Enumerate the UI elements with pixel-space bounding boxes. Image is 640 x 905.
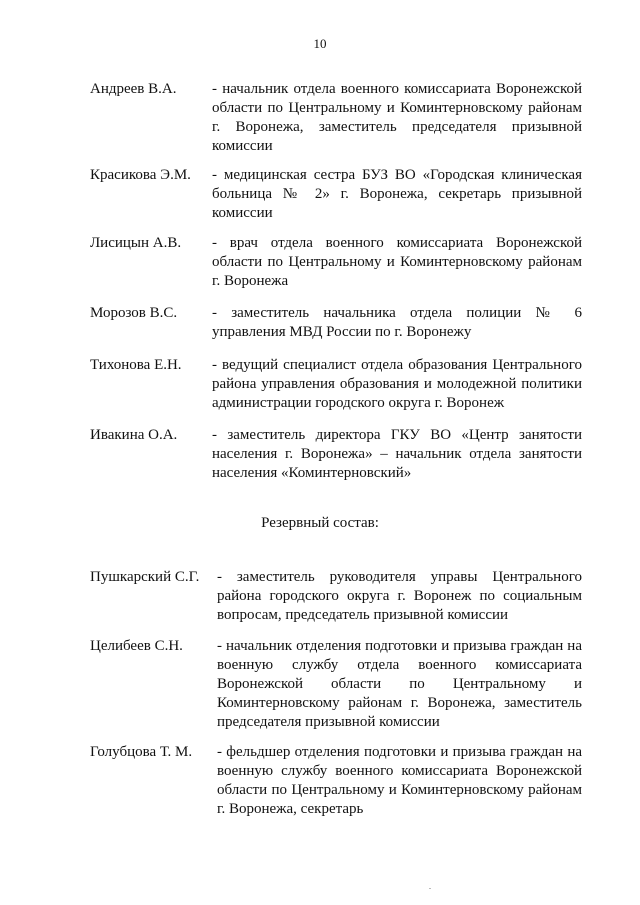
page-number: 10: [313, 36, 327, 51]
member-role: - врач отдела военного комиссариата Воронежской области по Центральному и Коминтерновскому районам г. Воронежа: [212, 235, 582, 289]
reserve-section-title: Резервный состав:: [261, 515, 379, 531]
member-name: Пушкарский С.Г.: [90, 569, 200, 585]
member-role: - начальник отделения подготовки и призыва граждан на военную службу отдела военного комиссариата Воронежской области по Центральному и Коминтерновскому районам г. Воронежа, заместитель председателя призывной комиссии: [217, 638, 582, 730]
member-role: - ведущий специалист отдела образования Центрального района управления образования и молодежной политики администрации городского округа г. Воронеж: [212, 357, 582, 411]
member-name: Ивакина О.А.: [90, 427, 178, 443]
member-name: Голубцова Т. М.: [90, 744, 193, 760]
member-name: Красикова Э.М.: [90, 167, 191, 183]
member-role: - начальник отдела военного комиссариата Воронежской области по Центральному и Коминтерновскому районам г. Воронежа, заместитель председателя призывной комиссии: [212, 81, 582, 154]
member-name: Морозов В.С.: [90, 305, 178, 321]
member-name: Тихонова Е.Н.: [90, 357, 182, 373]
member-name: Целибеев С.Н.: [90, 638, 183, 654]
scan-speck: [429, 888, 431, 889]
member-name: Лисицын А.В.: [90, 235, 182, 251]
member-role: - заместитель директора ГКУ ВО «Центр занятости населения г. Воронежа» – начальник отдела занятости населения «Коминтерновский»: [212, 427, 582, 481]
member-role: - фельдшер отделения подготовки и призыва граждан на военную службу военного комиссариата Воронежской области по Центральному и Коминтерновскому районам г. Воронежа, секретарь: [217, 744, 582, 817]
member-role: - заместитель начальника отдела полиции № 6 управления МВД России по г. Воронежу: [212, 305, 582, 340]
member-role: - медицинская сестра БУЗ ВО «Городская клиническая больница № 2» г. Воронежа, секретарь призывной комиссии: [212, 167, 582, 221]
member-role: - заместитель руководителя управы Центрального района городского округа г. Воронеж по социальным вопросам, председатель призывной комиссии: [217, 569, 582, 623]
member-name: Андреев В.А.: [90, 81, 177, 97]
